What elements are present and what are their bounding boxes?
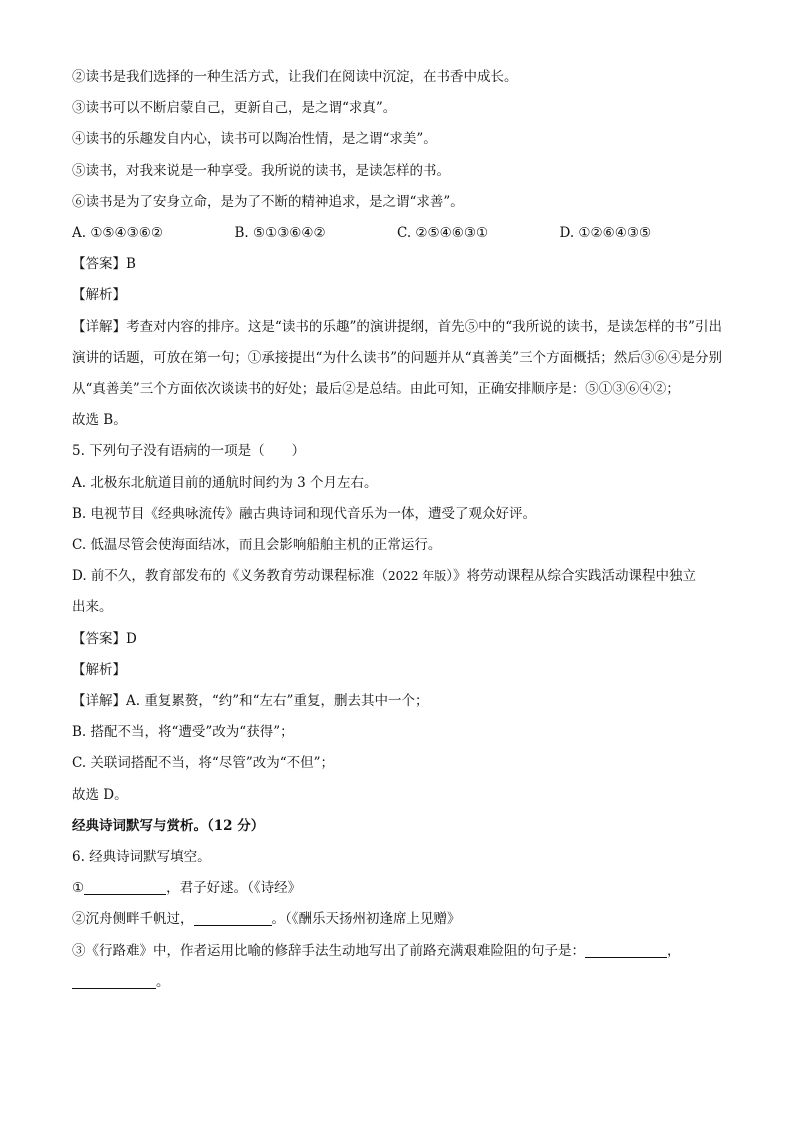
q5-option-d-text-1: D. 前不久，教育部发布的《义务教育劳动课程标准（ (72, 568, 388, 585)
q6-line-2 (72, 904, 722, 935)
q6-line-3-comma: ， (667, 942, 681, 959)
q5-option-b: B. 电视节目《经典咏流传》融古典诗词和现代音乐为一体，遭受了观众好评。 (72, 505, 537, 522)
q5-option-d-continued: 出来。 (72, 599, 113, 616)
q6-line-2-prefix: ②沉舟侧畔千帆过， (72, 911, 194, 928)
fill-blank[interactable] (194, 910, 272, 926)
q4-item-2: ②读书是我们选择的一种生活方式，让我们在阅读中沉淀，在书香中成长。 (72, 69, 518, 85)
fill-blank[interactable] (84, 879, 166, 895)
q5-detail-c: C. 关联词搭配不当，将“尽管”改为“不但”； (72, 755, 335, 772)
q4-item-4: ④读书的乐趣发自内心，读书可以陶冶性情，是之谓“求美”。 (72, 131, 437, 148)
q6-line-4-suffix: 。 (156, 973, 170, 990)
q5-option-c: C. 低温尽管会使海面结冰，而且会影响船舶主机的正常运行。 (72, 537, 442, 554)
q4-conclusion: 故选 B。 (72, 412, 127, 429)
fill-blank[interactable] (585, 942, 667, 958)
q4-item-3: ③读书可以不断启蒙自己，更新自己，是之谓“求真”。 (72, 100, 397, 117)
q4-analysis-heading: 【解析】 (72, 287, 126, 304)
q5-option-a: A. 北极东北航道目前的通航时间约为 3 个月左右。 (72, 474, 378, 491)
q6-line-3 (72, 936, 722, 967)
document-page (72, 62, 722, 998)
q4-detail: 【详解】考查对内容的排序。这是“读书的乐趣”的演讲提纲，首先⑤中的“我所说的读书，是读怎样的书”引出演讲的话题，可放在第一句；①承接提出“为什么读书”的问题并从“真善美”三个方面概括；然后③⑥④是分别从“真善美”三个方面依次谈读书的好处；最后②是总结。由此可知，正确安排顺序是：⑤①③⑥④②； (72, 318, 722, 398)
q6-line-1-prefix: ① (72, 880, 85, 897)
q5-detail-b: B. 搭配不当，将“遭受”改为“获得”； (72, 724, 294, 741)
q4-option-a: A. ①⑤④③⑥② (72, 225, 163, 242)
q5-option-d-text-2: ）》将劳动课程从综合实践活动课程中独立 (446, 568, 697, 585)
q6-line-1 (72, 873, 722, 904)
q5-option-d-edition: 2022 年版 (387, 569, 447, 584)
section-title: 经典诗词默写与赏析。（12 分） (72, 817, 265, 834)
q6-line-4 (72, 967, 722, 998)
q4-item-6: ⑥读书是为了安身立命，是为了不断的精神追求，是之谓“求善”。 (72, 193, 464, 210)
q6-stem: 6. 经典诗词默写填空。 (72, 849, 211, 866)
q4-option-c: C. ②⑤④⑥③① (397, 225, 489, 242)
q4-option-b: B. ⑤①③⑥④② (234, 225, 326, 242)
q5-conclusion: 故选 D。 (72, 786, 128, 803)
q5-option-d (72, 561, 722, 592)
q5-detail-a: 【详解】A. 重复累赘，“约”和“左右”重复，删去其中一个； (72, 693, 429, 710)
q6-line-3-prefix: ③《行路难》中，作者运用比喻的修辞手法生动地写出了前路充满艰难险阻的句子是： (72, 942, 585, 959)
q6-line-2-suffix: 。（《酬乐天扬州初逢席上见赠》 (271, 911, 461, 928)
q5-stem: 5. 下列句子没有语病的一项是（ ） (72, 443, 306, 460)
fill-blank[interactable] (72, 973, 156, 989)
q5-answer: 【答案】D (72, 630, 137, 647)
q4-answer: 【答案】B (72, 256, 136, 273)
q4-item-5: ⑤读书，对我来说是一种享受。我所说的读书，是读怎样的书。 (72, 162, 450, 179)
q4-options (72, 218, 722, 249)
q5-analysis-heading: 【解析】 (72, 661, 126, 678)
q4-option-d: D. ①②⑥④③⑤ (559, 225, 652, 242)
q6-line-1-suffix: ，君子好逑。（《诗经》 (166, 880, 302, 897)
